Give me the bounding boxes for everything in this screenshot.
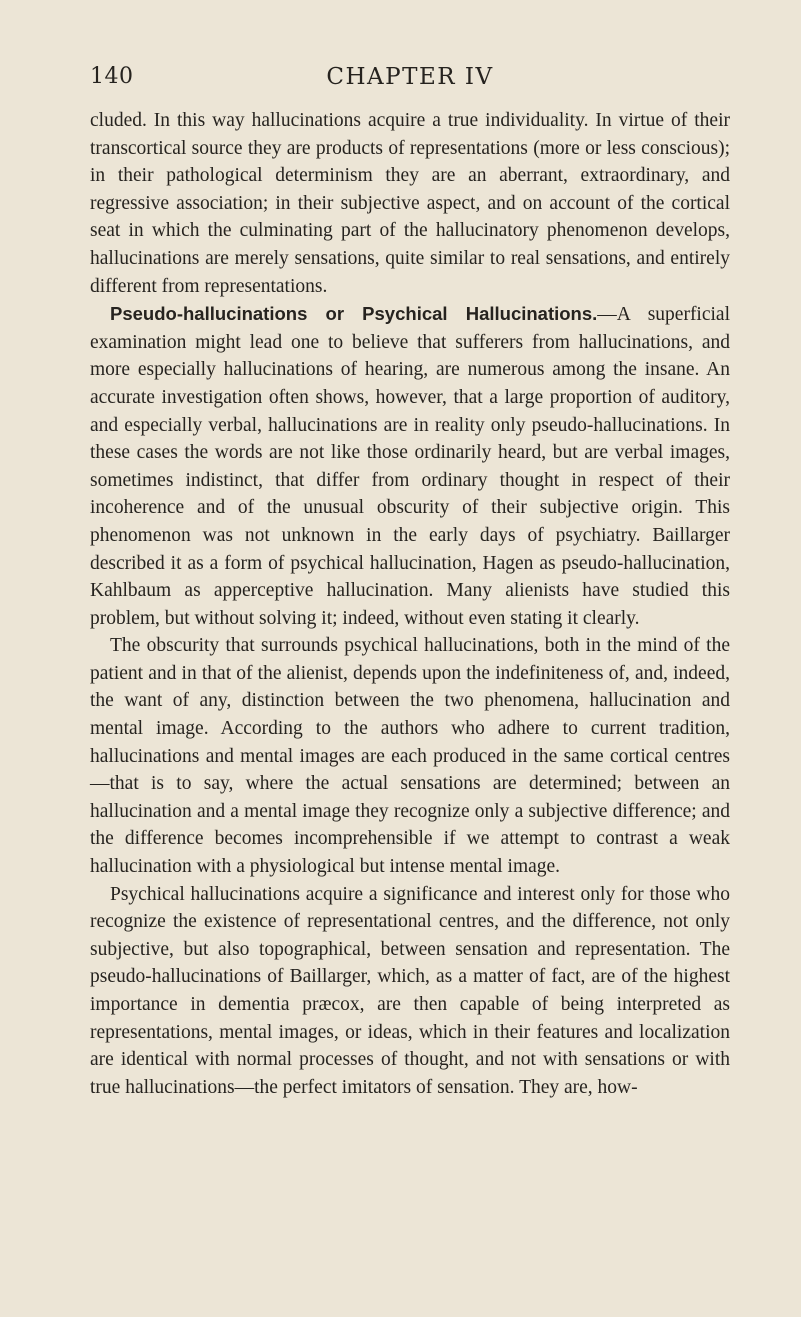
running-head: CHAPTER IV xyxy=(326,64,494,90)
paragraph-text: Psychical hallucinations acquire a significance and interest only for those who recognize the existence of representational centres, and the difference, not only subjective, but also topographical, between sensation and representation. The pseudo-hallucinations of Baillarger, which, as a matter of fact, are of the highest importance in dementia præcox, are then capable of being interpreted as representations, mental images, or ideas, which in their features and localization are identical with normal processes of thought, and not with sensations or with true hallucinations—the perfect imitators of sensation. They are, how- xyxy=(90,883,730,1098)
paragraph-text: The obscurity that surrounds psychical hallucinations, both in the mind of the patient and in that of the alienist, depends upon the indefiniteness of, and, indeed, the want of any, distinction between the two phenomena, hallucination and mental image. According to the authors who adhere to current tradition, hallucinations and mental images are each produced in the same cortical centres—that is to say, where the actual sensations are determined; between an hallucination and a mental image they recognize only a subjective difference; and the difference becomes incomprehensible if we attempt to contrast a weak hallucination with a physiological but intense mental image. xyxy=(90,635,730,878)
section-heading: Pseudo-hallucinations or Psychical Hallucinations. xyxy=(110,303,598,325)
page-number: 140 xyxy=(90,64,134,89)
paragraph-pseudo-hallucinations xyxy=(90,300,730,632)
paragraph-continuation xyxy=(90,107,730,300)
paragraph-text: cluded. In this way hallucinations acquire a true individuality. In virtue of their transcortical source they are products of representations (more or less conscious); in their pathological determinism they are an aberrant, extraordinary, and regressive association; in their subjective aspect, and on account of the cortical seat in which the culminating part of the hallucinatory phenomenon develops, hallucinations are merely sensations, quite similar to real sensations, and entirely different from representations. xyxy=(90,110,730,297)
paragraph-obscurity xyxy=(90,632,730,880)
body-text xyxy=(90,107,730,1101)
page-header xyxy=(90,64,730,98)
paragraph-psychical-hallucinations xyxy=(90,881,730,1102)
paragraph-text: —A superficial examination might lead one to believe that sufferers from hallucinations, and more especially hallucinations of hearing, are numerous among the insane. An accurate investigation often shows, however, that a large proportion of auditory, and especially verbal, hallucinations are in reality only pseudo-hallucinations. In these cases the words are not like those ordinarily heard, but are verbal images, sometimes indistinct, that differ from ordinary thought in respect of their incoherence and of the unusual obscurity of their subjective origin. This phenomenon was not unknown in the early days of psychiatry. Baillarger described it as a form of psychical hallucination, Hagen as pseudo-hallucination, Kahlbaum as apperceptive hallucination. Many alienists have studied this problem, but without solving it; indeed, without even stating it clearly. xyxy=(90,304,730,629)
